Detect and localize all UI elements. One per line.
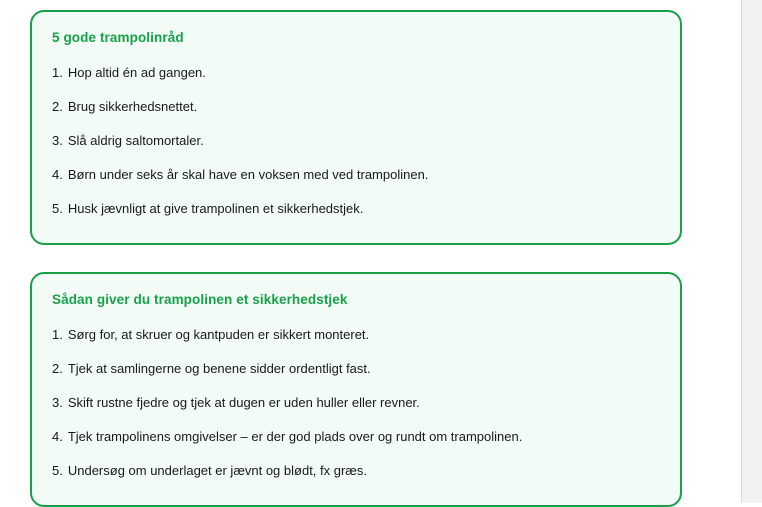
- list-item-number: 1.: [52, 65, 63, 80]
- list-item-text: Børn under seks år skal have en voksen med ved trampolinen.: [67, 167, 429, 182]
- list-item: [52, 123, 660, 157]
- list-item-number: 3.: [52, 133, 63, 148]
- page-side-gutter: [741, 0, 762, 503]
- list-item: [52, 385, 660, 419]
- list-item-text: Hop altid én ad gangen.: [67, 65, 206, 80]
- box-title: Sådan giver du trampolinen et sikkerhedstjek: [52, 292, 348, 307]
- list-item: [52, 55, 660, 89]
- list-item-text: Husk jævnligt at give trampolinen et sikkerhedstjek.: [67, 201, 364, 216]
- list-item: [52, 453, 660, 487]
- list-item: [52, 191, 660, 225]
- list-item-number: 4.: [52, 429, 63, 444]
- list-item-number: 3.: [52, 395, 63, 410]
- list-item: [52, 419, 660, 453]
- list-item-text: Sørg for, at skruer og kantpuden er sikkert monteret.: [67, 327, 370, 342]
- list-item-number: 1.: [52, 327, 63, 342]
- list-item-number: 2.: [52, 361, 63, 376]
- tips-list: [52, 317, 660, 487]
- list-item-text: Skift rustne fjedre og tjek at dugen er uden huller eller revner.: [67, 395, 420, 410]
- box-title: 5 gode trampolinråd: [52, 30, 184, 45]
- list-item: [52, 157, 660, 191]
- list-item: [52, 351, 660, 385]
- list-item-number: 5.: [52, 201, 63, 216]
- list-item: [52, 89, 660, 123]
- tips-box-trampolinraad: [30, 10, 682, 245]
- tips-box-sikkerhedstjek: [30, 272, 682, 507]
- list-item-number: 2.: [52, 99, 63, 114]
- list-item-number: 4.: [52, 167, 63, 182]
- list-item-text: Tjek trampolinens omgivelser – er der god plads over og rundt om trampolinen.: [67, 429, 523, 444]
- list-item-text: Undersøg om underlaget er jævnt og blødt, fx græs.: [67, 463, 367, 478]
- list-item: [52, 317, 660, 351]
- content-area: [30, 10, 682, 507]
- tips-list: [52, 55, 660, 225]
- list-item-text: Slå aldrig saltomortaler.: [67, 133, 204, 148]
- list-item-text: Brug sikkerhedsnettet.: [67, 99, 198, 114]
- list-item-number: 5.: [52, 463, 63, 478]
- list-item-text: Tjek at samlingerne og benene sidder ordentligt fast.: [67, 361, 371, 376]
